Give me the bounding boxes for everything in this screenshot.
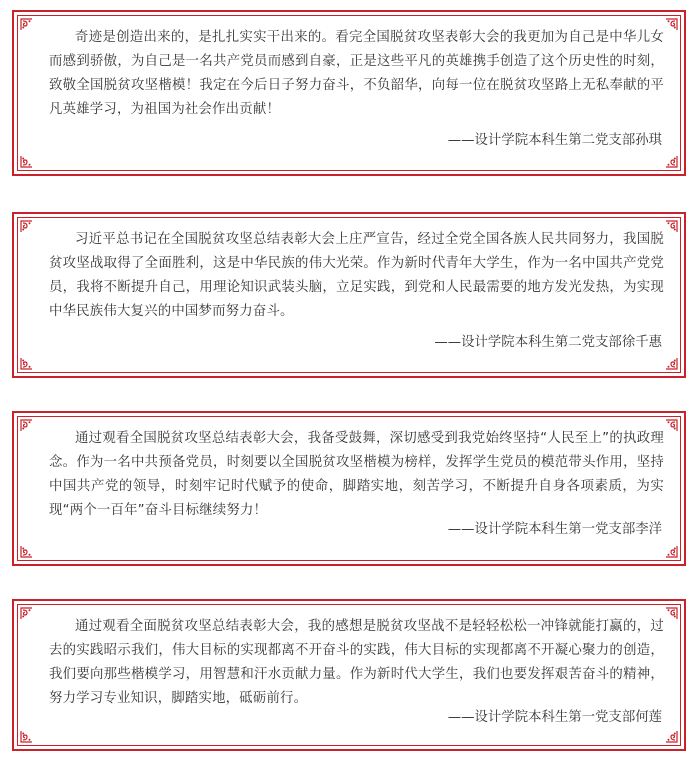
corner-scroll-icon (665, 220, 678, 233)
corner-scroll-icon (665, 730, 678, 743)
corner-scroll-icon (20, 419, 33, 432)
comment-card-1 (12, 10, 686, 176)
corner-scroll-icon (20, 155, 33, 168)
comment-body: 奇迹是创造出来的，是扎扎实实干出来的。看完全国脱贫攻坚表彰大会的我更加为自己是中华儿女而感到骄傲，为自己是一名共产党员而感到自豪，正是这些平凡的英雄携手创造了这个历史性的时刻，致敬全国脱贫攻坚楷模！我定在今后日子努力奋斗，不负韶华，向每一位在脱贫攻坚路上无私奉献的平凡英雄学习，为祖国为社会作出贡献！ (49, 30, 664, 117)
corner-scroll-icon (20, 730, 33, 743)
corner-scroll-icon (20, 357, 33, 370)
comment-card-2 (12, 212, 686, 378)
comment-body: 习近平总书记在全国脱贫攻坚总结表彰大会上庄严宣告，经过全党全国各族人民共同努力，我国脱贫攻坚战取得了全面胜利，这是中华民族的伟大光荣。作为新时代青年大学生，作为一名中国共产党党员，我将不断提升自己，用理论知识武装头脑，立足实践，到党和人民最需要的地方发光发热，为实现中华民族伟大复兴的中国梦而努力奋斗。 (49, 232, 664, 319)
corner-scroll-icon (665, 607, 678, 620)
corner-scroll-icon (665, 18, 678, 31)
corner-scroll-icon (665, 545, 678, 558)
comment-signature: ——设计学院本科生第一党支部何莲 (447, 710, 662, 725)
corner-scroll-icon (665, 155, 678, 168)
comment-card-4 (12, 599, 686, 751)
corner-scroll-icon (20, 607, 33, 620)
corner-scroll-icon (665, 357, 678, 370)
comment-signature: ——设计学院本科生第二党支部徐千惠 (434, 335, 662, 350)
corner-scroll-icon (20, 18, 33, 31)
comment-card-3 (12, 411, 686, 566)
comment-signature: ——设计学院本科生第二党支部孙琪 (447, 133, 662, 148)
comment-signature: ——设计学院本科生第一党支部李洋 (447, 522, 662, 537)
corner-scroll-icon (20, 545, 33, 558)
comment-body: 通过观看全面脱贫攻坚总结表彰大会，我的感想是脱贫攻坚战不是轻轻松松一冲锋就能打赢的，过去的实践昭示我们，伟大目标的实现都离不开奋斗的实践，伟大目标的实现都离不开凝心聚力的创造，我们要向那些楷模学习，用智慧和汗水贡献力量。作为新时代大学生，我们也要发挥艰苦奋斗的精神，努力学习专业知识，脚踏实地，砥砺前行。 (49, 619, 664, 706)
corner-scroll-icon (665, 419, 678, 432)
corner-scroll-icon (20, 220, 33, 233)
comment-body: 通过观看全国脱贫攻坚总结表彰大会，我备受鼓舞，深切感受到我党始终坚持“人民至上”的执政理念。作为一名中共预备党员，时刻要以全国脱贫攻坚楷模为榜样，发挥学生党员的模范带头作用，坚持中国共产党的领导，时刻牢记时代赋予的使命，脚踏实地，刻苦学习，不断提升自身各项素质，为实现“两个一百年”奋斗目标继续努力！ (49, 431, 664, 518)
